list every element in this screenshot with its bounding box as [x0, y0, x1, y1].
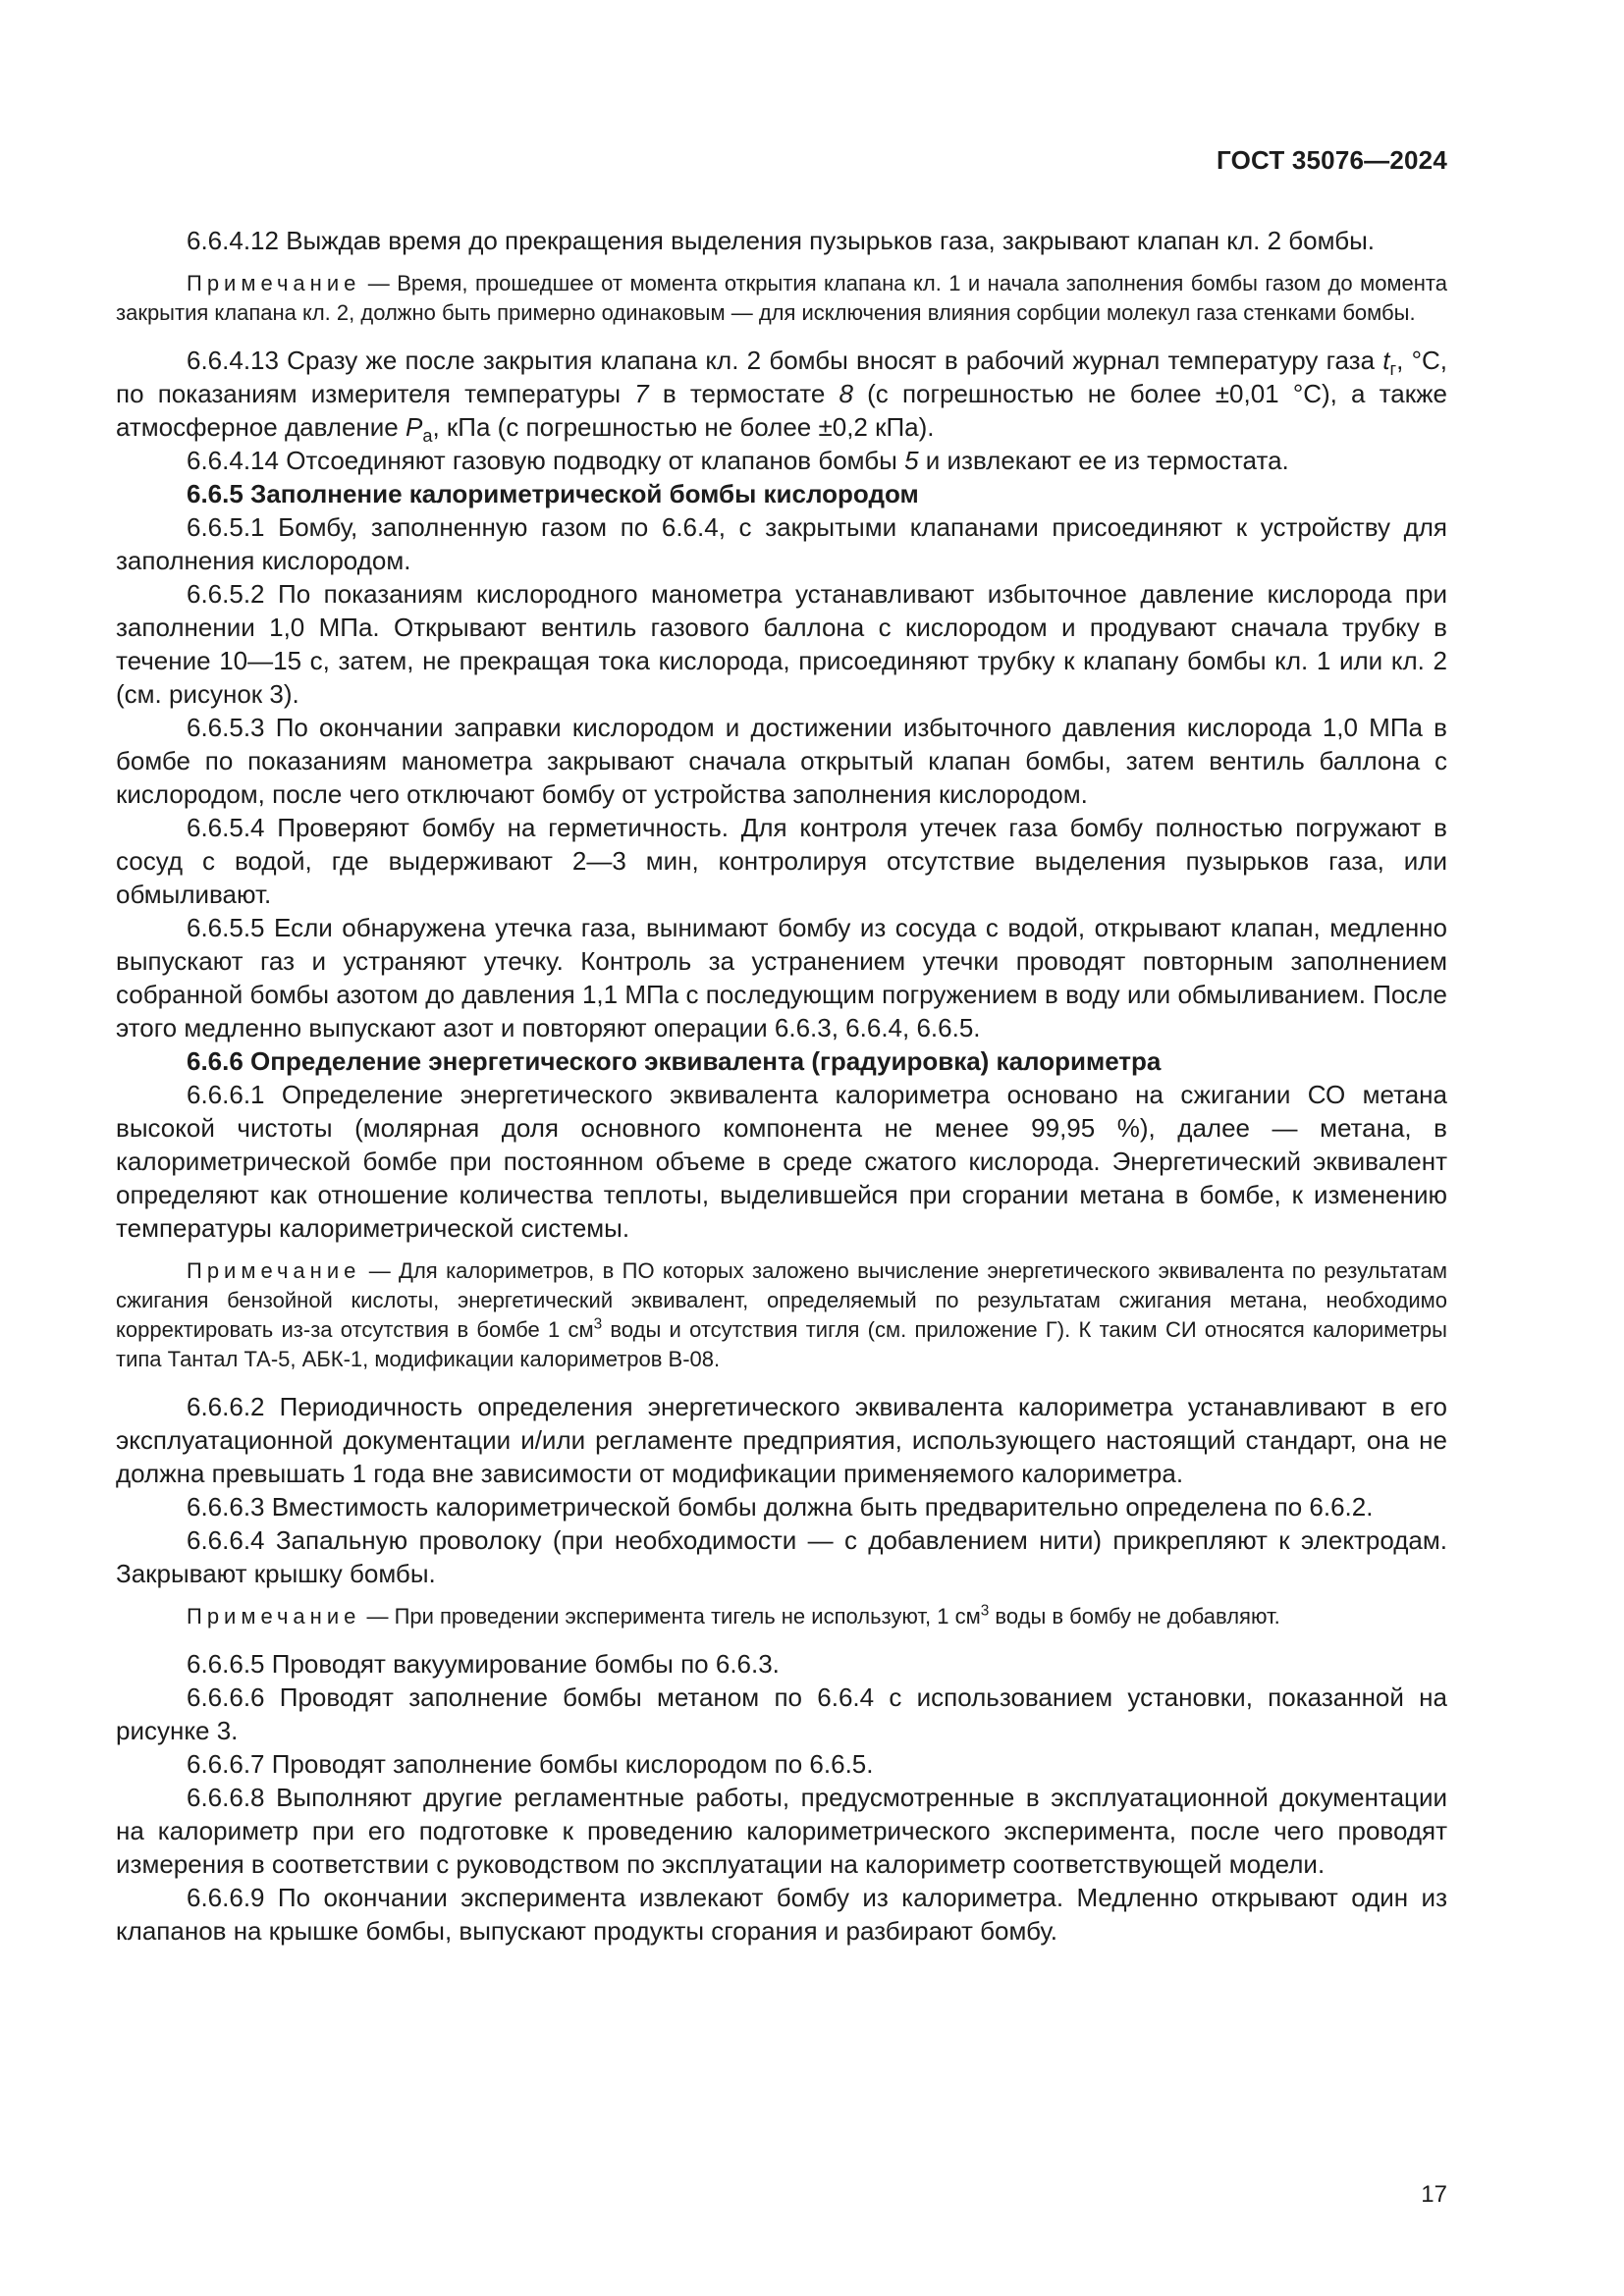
- text-run: в термостате: [648, 379, 839, 408]
- paragraph-6-6-6-2: 6.6.6.2 Периодичность определения энергетического эквивалента калориметра устанавливают в его эксплуатационной документации и/или регламенте предприятия, использующего настоящий стандарт, она не должна превышать 1 года вне зависимости от модификации применяемого калориметра.: [116, 1392, 1447, 1488]
- paragraph-6-6-6-5: 6.6.6.5 Проводят вакуумирование бомбы по 6.6.3.: [187, 1649, 780, 1679]
- symbol-p: P: [406, 412, 423, 442]
- page-number: 17: [1421, 2181, 1447, 2208]
- symbol-t: t: [1382, 346, 1390, 375]
- paragraph-6-6-5-4: 6.6.5.4 Проверяют бомбу на герметичность. Для контроля утечек газа бомбу полностью погружают в сосуд с водой, где выдерживают 2—3 мин, контролируя отсутствие выделения пузырьков газа, или обмыливают.: [116, 813, 1447, 909]
- paragraph-6-6-6-3: 6.6.6.3 Вместимость калориметрической бомбы должна быть предварительно определена по 6.6.2.: [187, 1492, 1374, 1522]
- paragraph-6-6-5-5: 6.6.5.5 Если обнаружена утечка газа, вынимают бомбу из сосуда с водой, открывают клапан, медленно выпускают газ и устраняют утечку. Контроль за устранением утечки проводят повторным заполнением собранной бомбы азотом до давления 1,1 МПа с последующим погружением в воду или обмыливанием. После этого медленно выпускают азот и повторяют операции 6.6.3, 6.6.4, 6.6.5.: [116, 913, 1447, 1042]
- heading-6-6-6: 6.6.6 Определение энергетического эквивалента (градуировка) калориметра: [187, 1046, 1162, 1076]
- heading-6-6-5: 6.6.5 Заполнение калориметрической бомбы кислородом: [187, 479, 919, 508]
- paragraph-6-6-4-13: [116, 344, 1447, 447]
- note-label: Примечание: [187, 271, 361, 295]
- document-header: ГОСТ 35076—2024: [1217, 145, 1447, 175]
- ref-7: 7: [634, 379, 649, 408]
- note-1-text: — Время, прошедшее от момента открытия клапана кл. 1 и начала заполнения бомбы газом до момента закрытия клапана кл. 2, должно быть примерно одинаковым — для исключения влияния сорбции молекул газа стенками бомбы.: [116, 271, 1447, 325]
- text-run: , °С, по показаниям измерителя температуры: [116, 346, 1447, 408]
- paragraph-6-6-6-8: 6.6.6.8 Выполняют другие регламентные работы, предусмотренные в эксплуатационной документации на калориметр при его подготовке к проведению калориметрического эксперимента, после чего проводят измерения в соответствии с руководством по эксплуатации на калориметр соответствующей модели.: [116, 1783, 1447, 1879]
- ref-5: 5: [904, 446, 919, 475]
- note-label: Примечание: [187, 1604, 361, 1629]
- note-3-text: — При проведении эксперимента тигель не используют, 1 см: [360, 1604, 981, 1629]
- text-run: , кПа (с погрешностью не более ±0,2 кПа).: [432, 412, 935, 442]
- subscript-g: г: [1389, 359, 1397, 380]
- paragraph-6-6-4-14: [116, 444, 1447, 477]
- subscript-a: а: [422, 426, 433, 447]
- text-run: 6.6.4.13 Сразу же после закрытия клапана кл. 2 бомбы вносят в рабочий журнал температуру газа: [187, 346, 1383, 375]
- text-run: (с погрешностью не более ±0,01 °С), а также атмосферное давление: [116, 379, 1447, 442]
- superscript-3: 3: [980, 1602, 990, 1620]
- superscript-3: 3: [593, 1315, 603, 1333]
- note-2-text: — Для калориметров, в ПО которых заложено вычисление энергетического эквивалента по результатам сжигания бензойной кислоты, энергетический эквивалент, определяемый по результатам сжигания метана, необходимо корректировать из-за отсутствия в бомбе 1 см: [116, 1258, 1447, 1342]
- paragraph-6-6-6-9: 6.6.6.9 По окончании эксперимента извлекают бомбу из калориметра. Медленно открывают один из клапанов на крышке бомбы, выпускают продукты сгорания и разбирают бомбу.: [116, 1883, 1447, 1946]
- ref-8: 8: [839, 379, 853, 408]
- paragraph-6-6-6-7: 6.6.6.7 Проводят заполнение бомбы кислородом по 6.6.5.: [187, 1749, 874, 1779]
- note-2-text-end: воды и отсутствия тигля (см. приложение Г). К таким СИ относятся калориметры типа Тантал ТА-5, АБК-1, модификации калориметров В-08.: [116, 1317, 1447, 1371]
- paragraph-6-6-6-4: 6.6.6.4 Запальную проволоку (при необходимости — с добавлением нити) прикрепляют к электродам. Закрывают крышку бомбы.: [116, 1525, 1447, 1588]
- paragraph-6-6-4-12: 6.6.4.12 Выждав время до прекращения выделения пузырьков газа, закрывают клапан кл. 2 бомбы.: [187, 226, 1376, 255]
- paragraph-6-6-6-6: 6.6.6.6 Проводят заполнение бомбы метаном по 6.6.4 с использованием установки, показанной на рисунке 3.: [116, 1682, 1447, 1745]
- paragraph-6-6-5-1: 6.6.5.1 Бомбу, заполненную газом по 6.6.4, с закрытыми клапанами присоединяют к устройству для заполнения кислородом.: [116, 512, 1447, 575]
- note-3-text-end: воды в бомбу не добавляют.: [989, 1604, 1280, 1629]
- note-label: Примечание: [187, 1258, 361, 1283]
- note-3: [116, 1602, 1447, 1631]
- note-1: [116, 269, 1447, 328]
- note-2: [116, 1256, 1447, 1374]
- text-run: 6.6.4.14 Отсоединяют газовую подводку от клапанов бомбы: [187, 446, 905, 475]
- document-body: [116, 224, 1447, 1948]
- paragraph-6-6-6-1: 6.6.6.1 Определение энергетического эквивалента калориметра основано на сжигании СО метана высокой чистоты (молярная доля основного компонента не менее 99,95 %), далее — метана, в калориметрической бомбе при постоянном объеме в среде сжатого кислорода. Энергетический эквивалент определяют как отношение количества теплоты, выделившейся при сгорании метана в бомбе, к изменению температуры калориметрической системы.: [116, 1080, 1447, 1243]
- paragraph-6-6-5-3: 6.6.5.3 По окончании заправки кислородом и достижении избыточного давления кислорода 1,0 МПа в бомбе по показаниям манометра закрывают сначала открытый клапан бомбы, затем вентиль баллона с кислородом, после чего отключают бомбу от устройства заполнения кислородом.: [116, 713, 1447, 809]
- paragraph-6-6-5-2: 6.6.5.2 По показаниям кислородного манометра устанавливают избыточное давление кислорода при заполнении 1,0 МПа. Открывают вентиль газового баллона с кислородом и продувают сначала трубку в течение 10—15 с, затем, не прекращая тока кислорода, присоединяют трубку к клапану бомбы кл. 1 или кл. 2 (см. рисунок 3).: [116, 579, 1447, 709]
- text-run: и извлекают ее из термостата.: [918, 446, 1289, 475]
